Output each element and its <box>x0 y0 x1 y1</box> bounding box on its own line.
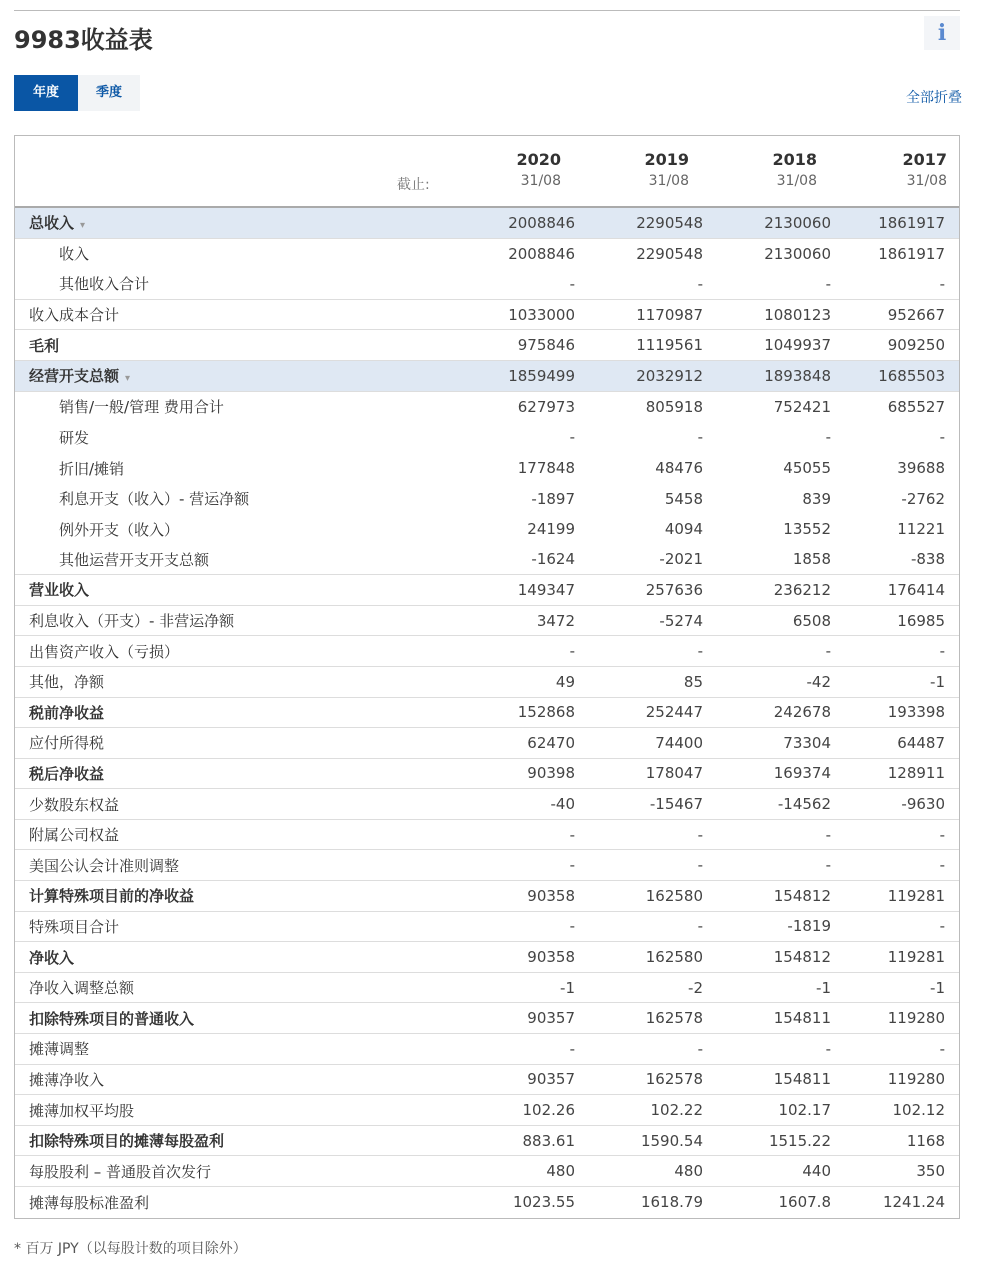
table-row <box>15 575 959 606</box>
cell-value: 2032912 <box>636 366 703 385</box>
cell-value: 1119561 <box>636 336 703 355</box>
row-label <box>15 212 443 233</box>
cell-value: - <box>939 428 945 447</box>
row-label <box>15 794 443 815</box>
cell-value: 1859499 <box>508 366 575 385</box>
cell-value: 64487 <box>897 733 945 752</box>
year-column <box>441 150 561 189</box>
table-row <box>15 728 959 759</box>
cell-value: -5274 <box>659 611 703 630</box>
cell-value: 627973 <box>517 397 575 416</box>
year: 2018 <box>772 150 817 169</box>
expandable-table-row[interactable] <box>15 208 959 239</box>
cell-value: - <box>697 274 703 293</box>
cell-value: 6508 <box>792 611 831 630</box>
cell-value: -42 <box>806 672 831 691</box>
table-row <box>15 973 959 1004</box>
row-label <box>15 824 443 845</box>
cell-value: 1168 <box>906 1131 945 1150</box>
row-label-text: 其他收入合计 <box>59 275 150 294</box>
cell-value: - <box>939 917 945 936</box>
cell-value: 178047 <box>645 764 703 783</box>
cell-value: 839 <box>802 489 831 508</box>
table-row <box>15 514 959 545</box>
cell-value: 1080123 <box>764 305 831 324</box>
table-row <box>15 1126 959 1157</box>
table-row <box>15 1095 959 1126</box>
cell-value: -40 <box>550 795 575 814</box>
table-row <box>15 850 959 881</box>
cell-value: 154812 <box>773 948 831 967</box>
cell-value: - <box>569 917 575 936</box>
table-row <box>15 1156 959 1187</box>
period-end: 31/08 <box>906 173 947 189</box>
row-label-text: 特殊项目合计 <box>29 917 120 936</box>
row-label-text: 营业收入 <box>29 581 90 600</box>
cell-value: 62470 <box>527 733 575 752</box>
expandable-table-row[interactable] <box>15 361 959 392</box>
cell-value: 119281 <box>887 948 945 967</box>
cell-value: 176414 <box>887 580 945 599</box>
row-label-text: 税前净收益 <box>29 703 105 722</box>
cell-value: 162578 <box>645 1070 703 1089</box>
table-row <box>15 912 959 943</box>
row-label <box>15 1192 443 1213</box>
table-row <box>15 698 959 729</box>
row-label <box>15 610 443 631</box>
cell-value: 128911 <box>887 764 945 783</box>
cell-value: - <box>569 642 575 661</box>
tab-quarterly[interactable]: 季度 <box>78 75 140 111</box>
table-row <box>15 820 959 851</box>
row-label <box>15 763 443 784</box>
cell-value: 2290548 <box>636 213 703 232</box>
cell-value: - <box>569 856 575 875</box>
row-label-text: 摊薄调整 <box>29 1040 90 1059</box>
row-label <box>15 732 443 753</box>
cell-value: 73304 <box>783 733 831 752</box>
table-header <box>15 136 959 208</box>
cell-value: 149347 <box>517 580 575 599</box>
cell-value: 1858 <box>792 550 831 569</box>
cell-value: - <box>697 825 703 844</box>
row-label-text: 其他，净额 <box>29 673 105 692</box>
row-label <box>15 579 443 600</box>
table-row <box>15 1034 959 1065</box>
cell-value: 1515.22 <box>768 1131 831 1150</box>
cell-value: - <box>569 1039 575 1058</box>
cell-value: 177848 <box>517 459 575 478</box>
cell-value: 1685503 <box>878 366 945 385</box>
cell-value: -1 <box>930 672 945 691</box>
period-end: 31/08 <box>648 173 689 189</box>
cell-value: 1590.54 <box>640 1131 703 1150</box>
cell-value: 102.26 <box>522 1101 575 1120</box>
table-row <box>15 483 959 514</box>
row-label-text: 摊薄净收入 <box>29 1070 105 1089</box>
row-label-text: 毛利 <box>29 336 60 355</box>
cell-value: 1033000 <box>508 305 575 324</box>
cell-value: - <box>825 856 831 875</box>
cell-value: 119280 <box>887 1009 945 1028</box>
cell-value: 480 <box>674 1162 703 1181</box>
cell-value: 1861917 <box>878 244 945 263</box>
row-label-text: 扣除特殊项目的摊薄每股盈利 <box>29 1132 225 1151</box>
cell-value: 152868 <box>517 703 575 722</box>
cell-value: 162580 <box>645 886 703 905</box>
row-label-text: 税后净收益 <box>29 764 105 783</box>
cell-value: 90358 <box>527 948 575 967</box>
row-label <box>15 1100 443 1121</box>
row-label-text: 摊薄加权平均股 <box>29 1101 135 1120</box>
cell-value: - <box>697 856 703 875</box>
cell-value: - <box>939 856 945 875</box>
table-row <box>15 422 959 453</box>
table-row <box>15 269 959 300</box>
cell-value: 24199 <box>527 520 575 539</box>
cell-value: -2762 <box>901 489 945 508</box>
row-label <box>15 488 443 509</box>
cell-value: 90357 <box>527 1070 575 1089</box>
cell-value: -1897 <box>531 489 575 508</box>
cell-value: -2 <box>688 978 703 997</box>
table-row <box>15 606 959 637</box>
cell-value: 2290548 <box>636 244 703 263</box>
table-row <box>15 330 959 361</box>
cell-value: - <box>569 274 575 293</box>
row-label-text: 利息开支（收入）- 营运净额 <box>59 490 250 509</box>
row-label <box>15 702 443 723</box>
cell-value: 952667 <box>887 305 945 324</box>
year-column <box>827 150 947 189</box>
table-row <box>15 667 959 698</box>
cell-value: 102.17 <box>778 1101 831 1120</box>
cell-value: 169374 <box>773 764 831 783</box>
cell-value: - <box>939 274 945 293</box>
cell-value: 1618.79 <box>640 1193 703 1212</box>
cell-value: 752421 <box>773 397 831 416</box>
chevron-down-icon[interactable]: ▾ <box>125 373 131 385</box>
row-label-text: 每股股利 – 普通股首次发行 <box>29 1162 212 1181</box>
cell-value: 16985 <box>897 611 945 630</box>
row-label <box>15 365 443 386</box>
year: 2019 <box>644 150 689 169</box>
table-row <box>15 392 959 423</box>
cell-value: 11221 <box>897 520 945 539</box>
period-end: 31/08 <box>776 173 817 189</box>
period-end: 31/08 <box>520 173 561 189</box>
top-divider <box>14 10 960 11</box>
as-of-label: 截止: <box>397 177 430 193</box>
cell-value: 252447 <box>645 703 703 722</box>
row-label <box>15 1069 443 1090</box>
cell-value: - <box>569 428 575 447</box>
row-label-text: 计算特殊项目前的净收益 <box>29 887 195 906</box>
cell-value: 162580 <box>645 948 703 967</box>
cell-value: 805918 <box>645 397 703 416</box>
table-row <box>15 453 959 484</box>
cell-value: 1023.55 <box>512 1193 575 1212</box>
cell-value: - <box>825 1039 831 1058</box>
cell-value: 4094 <box>664 520 703 539</box>
cell-value: 480 <box>546 1162 575 1181</box>
row-label <box>15 1130 443 1151</box>
cell-value: -15467 <box>649 795 703 814</box>
table-row <box>15 636 959 667</box>
year-column <box>569 150 689 189</box>
row-label <box>15 1008 443 1029</box>
cell-value: 685527 <box>887 397 945 416</box>
table-row <box>15 759 959 790</box>
cell-value: 440 <box>802 1162 831 1181</box>
cell-value: - <box>825 428 831 447</box>
cell-value: -2021 <box>659 550 703 569</box>
table-body <box>15 208 959 1218</box>
cell-value: 1170987 <box>636 305 703 324</box>
row-label <box>15 855 443 876</box>
cell-value: 1049937 <box>764 336 831 355</box>
table-row <box>15 1003 959 1034</box>
table-row <box>15 1187 959 1218</box>
year: 2020 <box>516 150 561 169</box>
cell-value: 102.12 <box>892 1101 945 1120</box>
cell-value: 48476 <box>655 459 703 478</box>
tab-annual[interactable]: 年度 <box>14 75 78 111</box>
row-label <box>15 396 443 417</box>
cell-value: - <box>939 642 945 661</box>
row-label-text: 附属公司权益 <box>29 826 120 845</box>
row-label-text: 折旧/摊销 <box>59 459 125 478</box>
cell-value: 90357 <box>527 1009 575 1028</box>
cell-value: 975846 <box>517 336 575 355</box>
cell-value: 3472 <box>536 611 575 630</box>
row-label-text: 销售/一般/管理 费用合计 <box>59 398 224 417</box>
footnote: * 百万 JPY（以每股计数的项目除外） <box>14 1241 247 1257</box>
row-label-text: 利息收入（开支）- 非营运净额 <box>29 612 235 631</box>
cell-value: - <box>569 825 575 844</box>
table-row <box>15 300 959 331</box>
row-label-text: 总收入 <box>29 214 75 233</box>
cell-value: - <box>825 825 831 844</box>
row-label <box>15 458 443 479</box>
cell-value: - <box>939 825 945 844</box>
row-label <box>15 335 443 356</box>
cell-value: 242678 <box>773 703 831 722</box>
row-label-text: 收入 <box>59 245 90 264</box>
row-label-text: 研发 <box>59 428 90 447</box>
row-label-text: 出售资产收入（亏损） <box>29 642 180 661</box>
cell-value: 45055 <box>783 459 831 478</box>
row-label-text: 收入成本合计 <box>29 306 120 325</box>
row-label <box>15 977 443 998</box>
cell-value: 1861917 <box>878 213 945 232</box>
cell-value: -1 <box>816 978 831 997</box>
cell-value: 119281 <box>887 886 945 905</box>
cell-value: 2008846 <box>508 244 575 263</box>
cell-value: -14562 <box>777 795 831 814</box>
row-label-text: 净收入调整总额 <box>29 979 135 998</box>
cell-value: -9630 <box>901 795 945 814</box>
row-label <box>15 885 443 906</box>
row-label <box>15 947 443 968</box>
cell-value: 90358 <box>527 886 575 905</box>
cell-value: 162578 <box>645 1009 703 1028</box>
income-statement-table <box>14 135 960 1219</box>
row-label <box>15 1161 443 1182</box>
row-label <box>15 916 443 937</box>
collapse-all-link[interactable]: 全部折叠 <box>906 90 962 106</box>
cell-value: 154811 <box>773 1009 831 1028</box>
cell-value: 909250 <box>887 336 945 355</box>
cell-value: 13552 <box>783 520 831 539</box>
cell-value: 74400 <box>655 733 703 752</box>
table-row <box>15 881 959 912</box>
table-row <box>15 942 959 973</box>
cell-value: 2008846 <box>508 213 575 232</box>
cell-value: 154811 <box>773 1070 831 1089</box>
cell-value: - <box>697 642 703 661</box>
cell-value: 39688 <box>897 459 945 478</box>
cell-value: - <box>697 917 703 936</box>
row-label-text: 摊薄每股标准盈利 <box>29 1193 150 1212</box>
page-title: 9983收益表 <box>14 26 153 54</box>
cell-value: 1241.24 <box>882 1193 945 1212</box>
cell-value: -1 <box>560 978 575 997</box>
row-label <box>15 549 443 570</box>
cell-value: - <box>825 274 831 293</box>
row-label <box>15 427 443 448</box>
row-label-text: 其他运营开支开支总额 <box>59 550 210 569</box>
row-label <box>15 243 443 264</box>
cell-value: -838 <box>910 550 945 569</box>
cell-value: 257636 <box>645 580 703 599</box>
cell-value: 85 <box>683 672 703 691</box>
row-label-text: 应付所得税 <box>29 734 105 753</box>
cell-value: - <box>697 428 703 447</box>
cell-value: 102.22 <box>650 1101 703 1120</box>
cell-value: - <box>697 1039 703 1058</box>
row-label <box>15 519 443 540</box>
cell-value: 883.61 <box>522 1131 575 1150</box>
cell-value: 5458 <box>664 489 703 508</box>
cell-value: 49 <box>555 672 575 691</box>
row-label-text: 少数股东权益 <box>29 795 120 814</box>
cell-value: 154812 <box>773 886 831 905</box>
cell-value: 1607.8 <box>778 1193 831 1212</box>
chevron-down-icon[interactable]: ▾ <box>80 220 86 232</box>
row-label-text: 扣除特殊项目的普通收入 <box>29 1009 195 1028</box>
table-row <box>15 239 959 270</box>
table-row <box>15 1065 959 1096</box>
row-label <box>15 641 443 662</box>
cell-value: -1819 <box>787 917 831 936</box>
row-label-text: 净收入 <box>29 948 75 967</box>
row-label-text: 美国公认会计准则调整 <box>29 856 180 875</box>
cell-value: 350 <box>916 1162 945 1181</box>
cell-value: -1 <box>930 978 945 997</box>
year: 2017 <box>902 150 947 169</box>
table-row <box>15 789 959 820</box>
table-row <box>15 545 959 576</box>
cell-value: 193398 <box>887 703 945 722</box>
cell-value: - <box>825 642 831 661</box>
period-tabs <box>14 75 140 111</box>
cell-value: -1624 <box>531 550 575 569</box>
cell-value: 90398 <box>527 764 575 783</box>
row-label <box>15 304 443 325</box>
row-label-text: 经营开支总额 <box>29 367 120 386</box>
info-icon[interactable]: i <box>924 16 960 50</box>
row-label <box>15 273 443 294</box>
row-label <box>15 671 443 692</box>
row-label <box>15 1038 443 1059</box>
cell-value: 2130060 <box>764 244 831 263</box>
year-column <box>697 150 817 189</box>
cell-value: 236212 <box>773 580 831 599</box>
cell-value: 2130060 <box>764 213 831 232</box>
cell-value: 119280 <box>887 1070 945 1089</box>
cell-value: 1893848 <box>764 366 831 385</box>
row-label-text: 例外开支（收入） <box>59 520 180 539</box>
cell-value: - <box>939 1039 945 1058</box>
